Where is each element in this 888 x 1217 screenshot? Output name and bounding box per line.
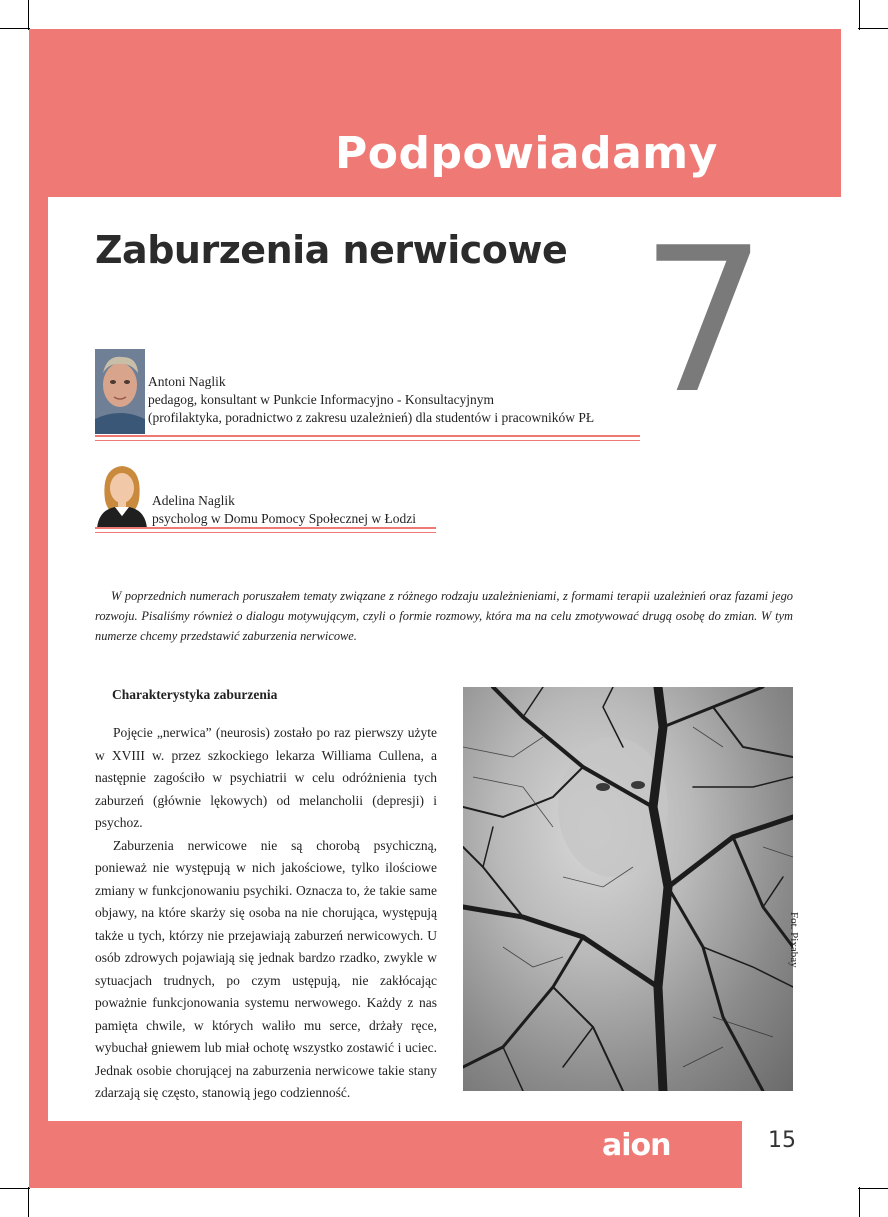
author-role: pedagog, konsultant w Punkcie Informacyjno - Konsultacyjnym <box>148 392 495 407</box>
crop-mark <box>28 1187 29 1217</box>
author-avatar-icon <box>95 460 149 528</box>
body-text <box>95 722 437 1105</box>
crop-mark <box>858 28 888 29</box>
photo-credit: Fot. Pixabay <box>788 912 800 968</box>
divider <box>95 435 640 437</box>
lead-paragraph: W poprzednich numerach poruszałem tematy związane z różnego rodzaju uzależnieniami, z formami terapii uzależnień oraz fazami jego rozwoju. Pisaliśmy również o dialogu motywującym, czyli o formie rozmowy, która ma na celu zmotywować drugą osobę do zmian. W tym numerze chcemy przedstawić zaburzenia nerwicowe. <box>95 589 793 643</box>
article-title: Zaburzenia nerwicowe <box>95 228 568 272</box>
divider <box>95 440 640 441</box>
section-heading: Charakterystyka zaburzenia <box>112 687 278 702</box>
side-band <box>29 197 48 1121</box>
page-number: 15 <box>768 1128 796 1153</box>
section-title: Podpowiadamy <box>335 128 718 179</box>
crop-mark <box>0 28 30 29</box>
crop-mark <box>0 1188 30 1189</box>
crop-mark <box>28 0 29 30</box>
author-info <box>148 373 594 427</box>
author-info <box>152 492 416 528</box>
author-name: Adelina Naglik <box>152 493 235 508</box>
author-photo <box>95 349 145 434</box>
crop-mark <box>859 1187 860 1217</box>
author-name: Antoni Naglik <box>148 374 226 389</box>
divider <box>95 532 436 533</box>
divider <box>95 527 436 529</box>
crop-mark <box>858 1188 888 1189</box>
crop-mark <box>859 0 860 30</box>
aion-logo: aion <box>602 1128 671 1163</box>
paragraph: Pojęcie „nerwica” (neurosis) zostało po raz pierwszy użyte w XVIII w. przez szkockiego lekarza Williama Cullena, a następnie zagościło w psychiatrii w celu odróżnienia tych zaburzeń (głównie lękowych) od melancholii (depresji) i psychoz. <box>95 725 437 830</box>
article-photo <box>463 687 793 1091</box>
author-role: psycholog w Domu Pomocy Społecznej w Łodzi <box>152 511 416 526</box>
article-number: 7 <box>640 205 768 438</box>
paragraph: Zaburzenia nerwicowe nie są chorobą psychiczną, ponieważ nie występują w nich jakościowe, tylko ilościowe zmiany w funkcjonowaniu psychiki. Oznacza to, że takie same objawy, na które skarży się osoba na nie chorująca, występują także u tych, którzy nie przejawiają zaburzeń nerwicowych. U osób zdrowych pojawiają się jednak bardzo rzadko, zwykle w sytuacjach trudnych, po czym ustępują, nie zakłócając poważnie funkcjonowania systemu nerwowego. Każdy z nas pamięta chwile, w których waliło mu serce, drżały ręce, wybuchał gniewem lub miał ochotę wszystko zostawić i uciec. Jednak osobie chorującej na zaburzenia nerwicowe takie stany zdarzają się często, stanowią jego codzienność. <box>95 837 437 1100</box>
author-role: (profilaktyka, poradnictwo z zakresu uzależnień) dla studentów i pracowników PŁ <box>148 410 595 425</box>
